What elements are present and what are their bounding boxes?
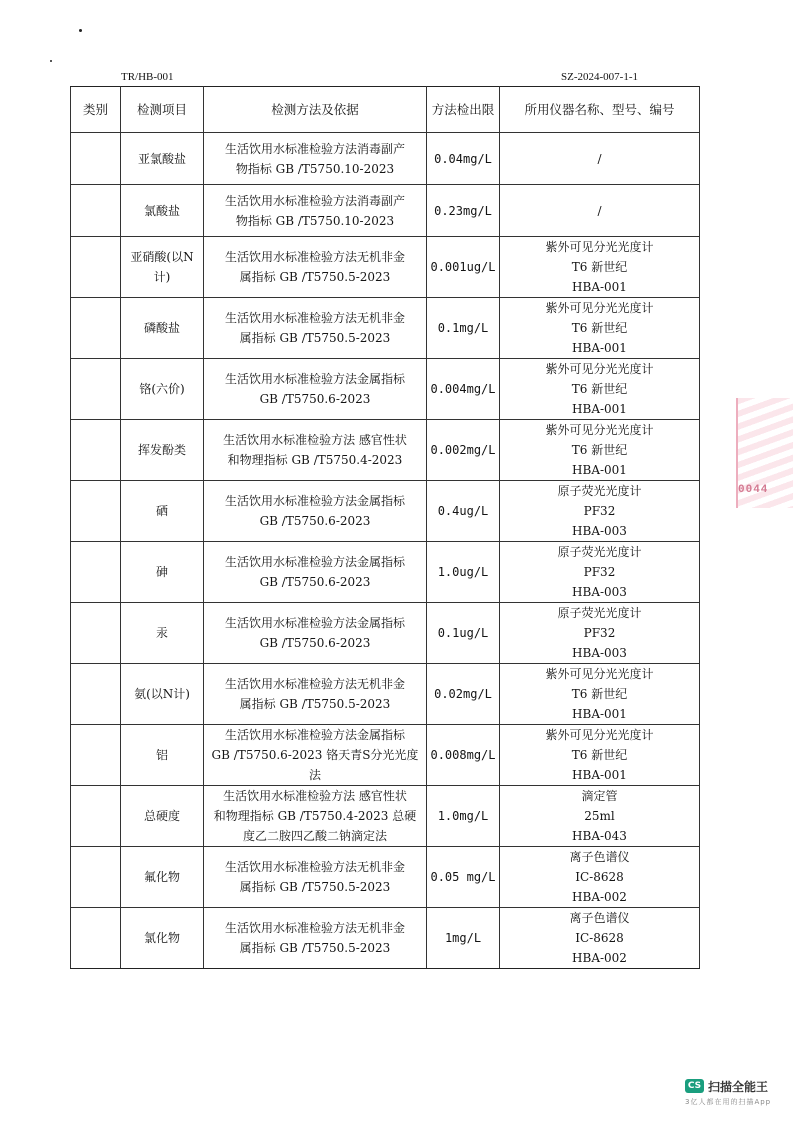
limit-cell: 0.02mg/L [427,664,500,725]
category-cell [71,185,121,237]
watermark-app-name: 扫描全能王 [708,1080,769,1094]
method-line: 属指标 GB /T5750.5-2023 [239,270,391,284]
method-cell [204,725,427,786]
method-line: 生活饮用水标准检验方法无机非金 [224,677,405,691]
report-number: SZ-2024-007-1-1 [561,71,638,83]
method-cell [204,185,427,237]
limit-cell: 0.05 mg/L [427,847,500,908]
watermark-tagline: 3亿人都在用的扫描App [685,1098,772,1106]
method-line: 生活饮用水标准检验方法金属指标 [224,494,405,508]
instrument-line: / [597,151,602,166]
instrument-line: PF32 [583,565,616,579]
item-cell [121,185,204,237]
item-line: 计) [153,270,171,284]
method-cell [204,542,427,603]
method-line: GB /T5750.6-2023 [259,514,371,528]
seal-stamp-number: 0044 [738,484,769,496]
method-line: 属指标 GB /T5750.5-2023 [239,697,391,711]
item-line: 铝 [155,748,168,762]
method-cell [204,603,427,664]
item-cell [121,664,204,725]
instrument-line: T6 新世纪 [571,687,628,701]
instrument-line: HBA-001 [572,463,627,477]
method-line: 和物理指标 GB /T5750.4-2023 [227,453,403,467]
table-row [71,481,700,542]
instrument-cell [500,420,700,481]
instrument-line: T6 新世纪 [571,321,628,335]
method-line: 生活饮用水标准检验方法消毒副产 [224,193,405,208]
method-line: 属指标 GB /T5750.5-2023 [239,331,391,345]
method-cell [204,786,427,847]
method-cell [204,481,427,542]
column-header-limit: 方法检出限 [427,87,500,133]
item-line: 氯化物 [143,931,180,945]
instrument-line: HBA-001 [572,768,627,782]
instrument-cell [500,237,700,298]
item-cell [121,237,204,298]
limit-cell: 0.001ug/L [427,237,500,298]
limit-cell: 0.04mg/L [427,133,500,185]
column-header-category: 类别 [71,87,121,133]
method-line: 生活饮用水标准检验方法无机非金 [224,311,405,325]
instrument-line: HBA-001 [572,402,627,416]
item-cell [121,298,204,359]
method-cell [204,133,427,185]
instrument-line: 紫外可见分光光度计 [545,667,654,681]
instrument-line: 原子荧光光度计 [557,484,642,498]
method-line: 生活饮用水标准检验方法金属指标 [224,728,405,742]
instrument-line: / [597,203,602,218]
camscanner-logo-icon: CS [685,1079,704,1093]
instrument-line: HBA-001 [572,280,627,294]
item-line: 氯酸盐 [143,203,180,218]
category-cell [71,664,121,725]
instrument-line: 紫外可见分光光度计 [545,423,654,437]
method-line: GB /T5750.6-2023 [259,575,371,589]
limit-cell: 0.008mg/L [427,725,500,786]
table-row [71,359,700,420]
item-line: 总硬度 [143,809,180,823]
category-cell [71,133,121,185]
method-line: 生活饮用水标准检验方法金属指标 [224,555,405,569]
method-cell [204,664,427,725]
instrument-line: IC-8628 [575,870,624,884]
instrument-line: 紫外可见分光光度计 [545,728,654,742]
limit-cell: 0.4ug/L [427,481,500,542]
method-line: 生活饮用水标准检验方法金属指标 [224,372,405,386]
item-line: 砷 [155,565,168,579]
category-cell [71,847,121,908]
instrument-line: 离子色谱仪 [569,850,630,864]
item-cell [121,847,204,908]
instrument-line: HBA-001 [572,341,627,355]
method-line: 生活饮用水标准检验方法金属指标 [224,616,405,630]
instrument-line: T6 新世纪 [571,443,628,457]
item-line: 氟化物 [143,870,180,884]
category-cell [71,420,121,481]
method-line: 度乙二胺四乙酸二钠滴定法 [242,829,387,843]
table-row [71,725,700,786]
limit-cell: 0.1ug/L [427,603,500,664]
instrument-line: 紫外可见分光光度计 [545,362,654,376]
method-line: 属指标 GB /T5750.5-2023 [239,880,391,894]
method-line: 生活饮用水标准检验方法 感官性状 [223,789,407,803]
instrument-cell [500,786,700,847]
instrument-line: HBA-003 [572,585,627,599]
category-cell [71,298,121,359]
method-cell [204,420,427,481]
instrument-cell [500,664,700,725]
method-line: GB /T5750.6-2023 铬天青S分光光度 [211,748,419,762]
instrument-cell [500,725,700,786]
item-cell [121,359,204,420]
item-line: 汞 [155,626,168,640]
table-header-row [71,87,700,133]
item-line: 亚硝酸(以N [130,250,194,264]
category-cell [71,725,121,786]
instrument-cell [500,481,700,542]
instrument-line: HBA-001 [572,707,627,721]
item-cell [121,908,204,969]
item-cell [121,133,204,185]
instrument-cell [500,542,700,603]
method-cell [204,359,427,420]
item-line: 磷酸盐 [143,321,180,335]
category-cell [71,542,121,603]
method-line: 物指标 GB /T5750.10-2023 [235,161,395,176]
category-cell [71,786,121,847]
limit-cell: 1mg/L [427,908,500,969]
item-cell [121,725,204,786]
item-cell [121,603,204,664]
instrument-line: HBA-043 [572,829,627,843]
method-line: 生活饮用水标准检验方法无机非金 [224,921,405,935]
instrument-cell [500,185,700,237]
instrument-line: 滴定管 [581,789,618,803]
table-row [71,786,700,847]
method-cell [204,298,427,359]
column-header-method: 检测方法及依据 [204,87,427,133]
table-row [71,542,700,603]
scan-speck [50,60,52,62]
category-cell [71,237,121,298]
scan-speck [79,29,82,32]
limit-cell: 0.1mg/L [427,298,500,359]
instrument-line: HBA-002 [572,951,627,965]
method-line: 生活饮用水标准检验方法消毒副产 [224,141,405,156]
column-header-item: 检测项目 [121,87,204,133]
instrument-line: T6 新世纪 [571,260,628,274]
method-line: GB /T5750.6-2023 [259,392,371,406]
method-cell [204,237,427,298]
item-line: 亚氯酸盐 [137,151,186,166]
instrument-line: HBA-003 [572,524,627,538]
instrument-cell [500,298,700,359]
table-row [71,908,700,969]
instrument-line: HBA-003 [572,646,627,660]
instrument-line: PF32 [583,504,616,518]
instrument-line: 25ml [584,809,615,823]
table-row [71,298,700,359]
instrument-cell [500,603,700,664]
method-line: 生活饮用水标准检验方法无机非金 [224,250,405,264]
instrument-line: T6 新世纪 [571,382,628,396]
table-row [71,133,700,185]
method-line: 属指标 GB /T5750.5-2023 [239,941,391,955]
category-cell [71,359,121,420]
instrument-line: HBA-002 [572,890,627,904]
instrument-line: 原子荧光光度计 [557,606,642,620]
category-cell [71,481,121,542]
table-row [71,185,700,237]
item-cell [121,420,204,481]
instrument-line: IC-8628 [575,931,624,945]
item-line: 铬(六价) [139,382,185,396]
category-cell [71,603,121,664]
instrument-line: PF32 [583,626,616,640]
instrument-cell [500,133,700,185]
method-cell [204,847,427,908]
limit-cell: 0.23mg/L [427,185,500,237]
item-line: 挥发酚类 [137,443,186,457]
instrument-line: 紫外可见分光光度计 [545,301,654,315]
limit-cell: 1.0ug/L [427,542,500,603]
instrument-cell [500,847,700,908]
instrument-cell [500,908,700,969]
instrument-line: 原子荧光光度计 [557,545,642,559]
item-line: 硒 [155,504,168,518]
item-line: 氨(以N计) [134,687,190,701]
method-line: 生活饮用水标准检验方法无机非金 [224,860,405,874]
document-code: TR/HB-001 [121,71,174,83]
item-cell [121,786,204,847]
column-header-instrument: 所用仪器名称、型号、编号 [500,87,700,133]
method-line: GB /T5750.6-2023 [259,636,371,650]
instrument-line: 离子色谱仪 [569,911,630,925]
item-cell [121,542,204,603]
method-line: 和物理指标 GB /T5750.4-2023 总硬 [213,809,417,823]
table-row [71,603,700,664]
method-line: 生活饮用水标准检验方法 感官性状 [223,433,407,447]
instrument-line: T6 新世纪 [571,748,628,762]
table-row [71,420,700,481]
limit-cell: 0.002mg/L [427,420,500,481]
category-cell [71,908,121,969]
item-cell [121,481,204,542]
limit-cell: 1.0mg/L [427,786,500,847]
instrument-line: 紫外可见分光光度计 [545,240,654,254]
method-table [70,86,700,969]
method-line: 物指标 GB /T5750.10-2023 [235,213,395,228]
limit-cell: 0.004mg/L [427,359,500,420]
instrument-cell [500,359,700,420]
method-line: 法 [308,768,321,782]
method-cell [204,908,427,969]
table-row [71,237,700,298]
table-row [71,664,700,725]
table-row [71,847,700,908]
